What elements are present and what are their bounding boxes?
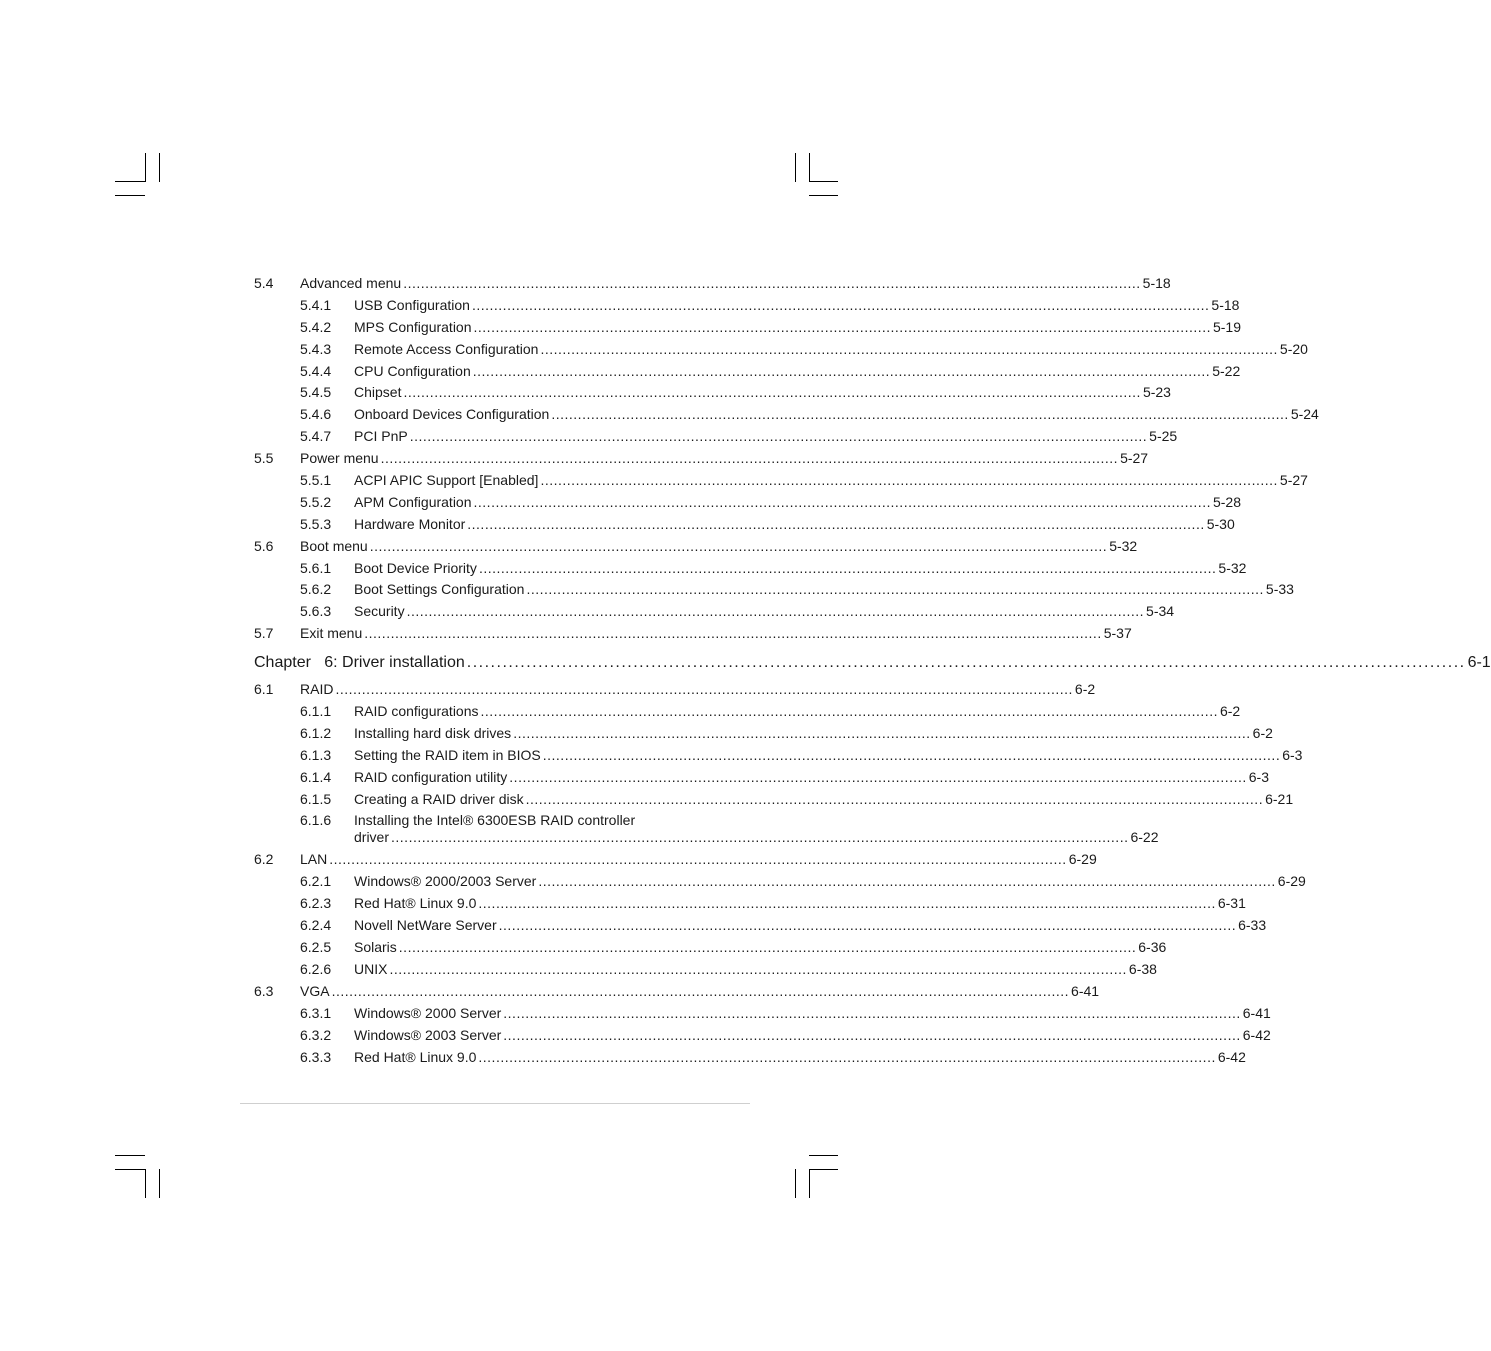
toc-entry[interactable] [254,893,1246,915]
toc-entry[interactable] [254,981,1100,1003]
footer-rule [240,1103,750,1104]
toc-leader-dots [538,871,1275,893]
toc-entry-number: 5.6.3 [300,603,332,620]
toc-leader-dots [478,893,1215,915]
crop-mark [159,153,160,182]
toc-leader-dots [389,959,1126,981]
toc-chapter-heading[interactable] [254,647,1491,679]
toc-entry-title-continued: driver [354,829,390,846]
toc-entry[interactable] [254,382,1171,404]
toc-entry[interactable] [254,723,1273,745]
toc-entry-page: 5-18 [1211,296,1240,313]
crop-mark [809,195,838,196]
toc-entry-page: 5-27 [1279,472,1308,489]
crop-mark [795,153,796,182]
toc-entry[interactable] [254,767,1269,789]
toc-leader-dots [335,679,1072,701]
toc-entry-number: 5.6.2 [300,581,332,598]
toc-entry-number: 6.1.3 [300,746,332,763]
toc-leader-dots [509,767,1246,789]
toc-leader-dots [540,470,1277,492]
toc-entry-number: 5.4.2 [300,318,332,335]
toc-leader-dots [526,579,1263,601]
toc-entry-page: 5-32 [1218,559,1247,576]
toc-leader-dots [407,601,1144,623]
toc-entry-page: 5-37 [1103,625,1132,642]
toc-leader-dots [474,492,1211,514]
toc-entry-title: Security [354,603,405,620]
toc-entry[interactable] [254,536,1138,558]
toc-entry-number: 6.1.2 [300,724,332,741]
toc-entry-title-block [354,810,1159,846]
toc-entry-number: 5.4.1 [300,296,332,313]
toc-entry-page: 6-2 [1252,724,1273,741]
toc-leader-dots [403,382,1140,404]
toc-entry-title: Installing hard disk drives [354,724,512,741]
toc-entry-page: 6-29 [1277,873,1306,890]
toc-entry-title: Solaris [354,939,397,956]
toc-entry[interactable] [254,1003,1271,1025]
crop-mark [809,1169,810,1198]
toc-entry-page: 6-41 [1242,1004,1271,1021]
table-of-contents [254,273,1491,1068]
toc-entry-page: 5-25 [1149,428,1178,445]
toc-entry-title: APM Configuration [354,493,472,510]
toc-entry-page: 6-38 [1128,960,1157,977]
toc-entry-number: 6.2.3 [300,895,332,912]
toc-entry-page: 5-19 [1212,318,1242,335]
toc-entry-title: Creating a RAID driver disk [354,790,524,807]
toc-entry-page: 6-42 [1217,1048,1246,1065]
toc-entry-title: LAN [300,851,328,868]
toc-entry-page: 5-28 [1212,493,1242,510]
toc-leader-dots [503,1003,1240,1025]
toc-leader-dots [410,426,1147,448]
toc-entry-number: 6.2.6 [300,960,332,977]
toc-entry-page: 6-41 [1071,982,1100,999]
toc-leader-dots [543,745,1280,767]
toc-entry-page: 5-27 [1120,450,1149,467]
toc-entry[interactable] [254,514,1235,536]
toc-leader-dots [370,536,1107,558]
toc-entry-title: ACPI APIC Support [Enabled] [354,472,539,489]
toc-entry-title: Windows® 2000 Server [354,1004,502,1021]
toc-entry-number: 5.5.1 [300,472,332,489]
crop-mark [115,1155,145,1156]
toc-entry-title: Installing the Intel® 6300ESB RAID controller [354,812,636,829]
toc-entry-title: Power menu [300,450,379,467]
crop-mark [809,153,810,182]
toc-entry-page: 5-24 [1290,406,1319,423]
toc-entry-number: 5.4.7 [300,428,332,445]
crop-mark [809,181,838,182]
toc-entry-page: 6-31 [1217,895,1246,912]
toc-leader-dots [403,273,1140,295]
toc-entry-page: 5-30 [1206,515,1235,532]
crop-mark [159,1169,160,1198]
toc-leader-dots [391,829,1128,846]
toc-leader-dots [381,448,1118,470]
toc-entry[interactable] [254,470,1308,492]
toc-leader-dots [332,981,1069,1003]
toc-leader-dots [481,701,1218,723]
toc-entry-page: 6-33 [1238,917,1267,934]
toc-entry-title: PCI PnP [354,428,408,445]
toc-entry-title: Red Hat® Linux 9.0 [354,1048,477,1065]
toc-leader-dots [551,404,1288,426]
toc-leader-dots [499,915,1236,937]
toc-entry-title: Windows® 2000/2003 Server [354,873,537,890]
toc-entry-number: 5.5.3 [300,515,332,532]
toc-entry-page: 6-42 [1242,1026,1271,1043]
toc-entry-number: 5.6.1 [300,559,332,576]
toc-entry[interactable] [254,745,1303,767]
toc-entry-title: Chipset [354,384,402,401]
toc-entry-title: RAID [300,681,334,698]
toc-entry-page: 6-3 [1282,746,1303,763]
crop-mark [145,1169,146,1198]
toc-entry[interactable] [254,959,1157,981]
toc-entry-title: Boot menu [300,537,368,554]
toc-entry-title: Boot Settings Configuration [354,581,525,598]
toc-leader-dots [474,317,1211,339]
toc-entry-page: 6-2 [1074,681,1096,698]
toc-entry-number: 6.1 [254,681,274,698]
toc-leader-dots [467,647,1466,679]
toc-entry-number: 5.4.6 [300,406,332,423]
toc-leader-dots [399,937,1136,959]
toc-entry-page: 5-23 [1142,384,1171,401]
toc-entry[interactable] [254,579,1294,601]
crop-mark [115,1169,145,1170]
toc-entry-number: 6.3 [254,982,274,999]
toc-leader-dots [478,1047,1215,1069]
toc-entry-page: 6-3 [1248,768,1269,785]
toc-entry-page: 6-36 [1138,939,1167,956]
toc-entry-number: 6.2.4 [300,917,332,934]
toc-entry-page: 6-21 [1265,790,1294,807]
toc-entry-title: Onboard Devices Configuration [354,406,550,423]
toc-entry-title: Boot Device Priority [354,559,477,576]
toc-entry[interactable] [254,404,1319,426]
toc-entry[interactable] [254,601,1175,623]
toc-entry-title: Remote Access Configuration [354,340,539,357]
toc-entry-number: 6.1.4 [300,768,332,785]
toc-entry-page: 5-32 [1109,537,1138,554]
toc-entry-number: 6.3.1 [300,1004,332,1021]
toc-entry-number: 5.5 [254,450,274,467]
toc-entry[interactable] [254,623,1132,645]
toc-leader-dots [503,1025,1240,1047]
toc-entry-number: 6.1.5 [300,790,332,807]
toc-leader-dots [479,558,1216,580]
toc-entry-title: Chapter 6: Driver installation [254,654,465,672]
toc-entry-number: 5.4.3 [300,340,332,357]
toc-entry-page: 5-34 [1146,603,1175,620]
toc-leader-dots [472,295,1209,317]
toc-entry[interactable] [254,558,1247,580]
toc-entry-title: Hardware Monitor [354,515,466,532]
toc-leader-dots [467,514,1204,536]
toc-entry-number: 6.1.6 [300,812,332,829]
toc-entry[interactable] [254,1025,1271,1047]
toc-leader-dots [364,623,1101,645]
toc-entry-title: Windows® 2003 Server [354,1026,502,1043]
toc-entry-page: 6-1 [1467,654,1491,672]
crop-mark [809,1169,838,1170]
toc-entry-page: 5-33 [1265,581,1294,598]
toc-entry-page: 6-2 [1219,703,1241,720]
toc-entry[interactable] [254,448,1149,470]
toc-entry[interactable] [254,361,1241,383]
toc-entry-number: 5.4.5 [300,384,332,401]
toc-entry-title: Red Hat® Linux 9.0 [354,895,477,912]
toc-entry-title: Novell NetWare Server [354,917,497,934]
toc-entry[interactable] [254,871,1306,893]
toc-entry-title: CPU Configuration [354,362,471,379]
toc-leader-dots [473,361,1210,383]
toc-entry-number: 6.2 [254,851,274,868]
toc-entry-number: 6.2.1 [300,873,332,890]
toc-entry[interactable] [254,679,1096,701]
toc-leader-dots [526,789,1263,811]
toc-entry[interactable] [254,789,1294,811]
toc-entry[interactable] [254,339,1308,361]
toc-entry-title: RAID configuration utility [354,768,508,785]
toc-leader-dots [540,339,1277,361]
toc-entry-title: RAID configurations [354,703,479,720]
toc-entry-title: Exit menu [300,625,363,642]
toc-entry-title: VGA [300,982,330,999]
toc-leader-dots [513,723,1250,745]
toc-entry-title: USB Configuration [354,296,470,313]
toc-entry-number: 6.3.3 [300,1048,332,1065]
toc-entry-page: 6-22 [1130,829,1159,846]
toc-entry-number: 5.7 [254,625,274,642]
toc-entry-title: Setting the RAID item in BIOS [354,746,541,763]
crop-mark [115,195,145,196]
toc-entry[interactable] [254,1047,1246,1069]
toc-entry-page: 6-29 [1068,851,1097,868]
crop-mark [115,181,145,182]
crop-mark [795,1169,796,1198]
toc-entry[interactable] [254,849,1097,871]
crop-mark [809,1155,838,1156]
toc-entry-title: UNIX [354,960,388,977]
toc-entry-number: 5.4.4 [300,362,332,379]
toc-entry-number: 5.4 [254,275,274,291]
toc-entry-page: 5-18 [1142,275,1171,291]
toc-entry[interactable] [254,810,1159,849]
toc-leader-dots [329,849,1066,871]
toc-entry-page: 5-22 [1212,362,1241,379]
toc-entry-page: 5-20 [1279,340,1308,357]
toc-entry[interactable] [254,915,1267,937]
toc-entry[interactable] [254,492,1242,514]
toc-entry[interactable] [254,317,1242,339]
toc-entry[interactable] [254,295,1240,317]
crop-mark [145,153,146,182]
toc-entry[interactable] [254,426,1178,448]
toc-entry-number: 6.1.1 [300,703,332,720]
toc-entry[interactable] [254,273,1171,295]
toc-entry[interactable] [254,937,1167,959]
toc-entry[interactable] [254,701,1241,723]
toc-entry-number: 6.3.2 [300,1026,332,1043]
toc-entry-number: 5.6 [254,537,274,554]
toc-entry-title: MPS Configuration [354,318,472,335]
toc-entry-title: Advanced menu [300,275,402,291]
toc-entry-number: 5.5.2 [300,493,332,510]
toc-entry-number: 6.2.5 [300,939,332,956]
